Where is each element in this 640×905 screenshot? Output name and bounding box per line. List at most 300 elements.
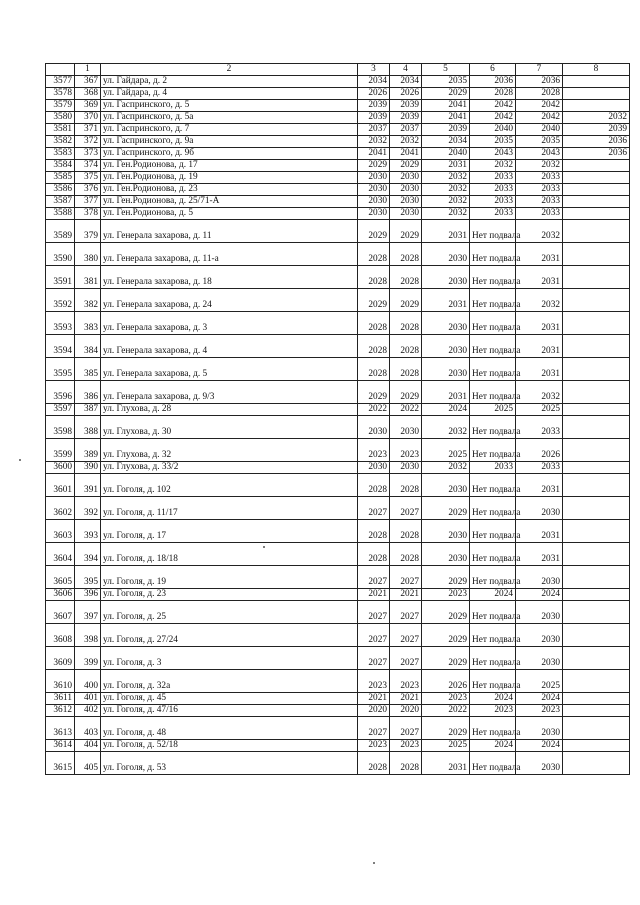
item-id-cell: 392 [75,497,101,520]
table-row [46,670,630,693]
item-id-cell: 397 [75,601,101,624]
table-row [46,752,630,775]
col8-cell [563,717,630,740]
col6-cell: 2035 [470,136,516,148]
col8-cell [563,358,630,381]
item-id-cell: 402 [75,705,101,717]
item-id-cell: 386 [75,381,101,404]
col8-cell [563,266,630,289]
address-cell: ул. Ген.Родионова, д. 19 [101,172,358,184]
col6-cell: Нет подвала [470,220,516,243]
table-row [46,520,630,543]
item-id-cell: 382 [75,289,101,312]
col5-cell: 2030 [422,312,470,335]
col5-cell: 2030 [422,243,470,266]
item-id-cell: 400 [75,670,101,693]
col3-cell: 2023 [358,740,390,752]
col4-cell: 2028 [390,520,422,543]
address-cell: ул. Глухова, д. 33/2 [101,462,358,474]
col3-cell: 2028 [358,752,390,775]
col6-cell: 2025 [470,404,516,416]
col6-cell: Нет подвала [470,381,516,404]
col7-cell: 2031 [516,335,563,358]
col4-cell: 2027 [390,601,422,624]
col3-cell: 2022 [358,404,390,416]
col7-cell: 2028 [516,88,563,100]
col3-cell: 2030 [358,208,390,220]
col4-cell: 2021 [390,589,422,601]
address-cell: ул. Гоголя, д. 18/18 [101,543,358,566]
item-id-cell: 377 [75,196,101,208]
col3-cell: 2027 [358,717,390,740]
table-row [46,100,630,112]
address-cell: ул. Генерала захарова, д. 11-а [101,243,358,266]
col4-cell: 2028 [390,752,422,775]
item-id-cell: 401 [75,693,101,705]
col7-cell: 2026 [516,439,563,462]
row-number-cell: 3612 [46,705,75,717]
item-id-cell: 396 [75,589,101,601]
col3-cell: 2028 [358,335,390,358]
address-cell: ул. Гаспринского, д. 5 [101,100,358,112]
header-row [46,64,630,76]
item-id-cell: 369 [75,100,101,112]
table-row [46,624,630,647]
col7-cell: 2031 [516,358,563,381]
address-cell: ул. Гоголя, д. 17 [101,520,358,543]
col5-cell: 2030 [422,266,470,289]
col5-cell: 2025 [422,740,470,752]
col7-cell: 2024 [516,693,563,705]
col7-cell: 2043 [516,148,563,160]
col4-cell: 2027 [390,497,422,520]
col7-cell: 2042 [516,100,563,112]
col5-cell: 2030 [422,335,470,358]
table-row [46,220,630,243]
col3-cell: 2026 [358,88,390,100]
col5-cell: 2032 [422,208,470,220]
col7-cell: 2032 [516,220,563,243]
column-header: 2 [101,64,358,76]
col4-cell: 2028 [390,474,422,497]
item-id-cell: 376 [75,184,101,196]
table-row [46,266,630,289]
row-number-cell: 3582 [46,136,75,148]
address-cell: ул. Гаспринского, д. 5а [101,112,358,124]
row-number-cell: 3589 [46,220,75,243]
table-row [46,124,630,136]
address-cell: ул. Гоголя, д. 52/18 [101,740,358,752]
table-row [46,462,630,474]
col6-cell: 2024 [470,693,516,705]
housing-schedule-table [45,63,630,775]
col7-cell: 2042 [516,112,563,124]
col8-cell [563,243,630,266]
column-header: 6 [470,64,516,76]
col4-cell: 2030 [390,196,422,208]
col8-cell [563,647,630,670]
col8-cell [563,462,630,474]
row-number-cell: 3598 [46,416,75,439]
col4-cell: 2028 [390,335,422,358]
item-id-cell: 391 [75,474,101,497]
col8-cell [563,381,630,404]
col5-cell: 2032 [422,172,470,184]
row-number-cell: 3613 [46,717,75,740]
col4-cell: 2041 [390,148,422,160]
col5-cell: 2030 [422,543,470,566]
col4-cell: 2039 [390,112,422,124]
col5-cell: 2039 [422,124,470,136]
col6-cell: 2043 [470,148,516,160]
col3-cell: 2023 [358,439,390,462]
col4-cell: 2039 [390,100,422,112]
col3-cell: 2028 [358,266,390,289]
item-id-cell: 388 [75,416,101,439]
col8-cell [563,624,630,647]
col6-cell: Нет подвала [470,670,516,693]
col3-cell: 2041 [358,148,390,160]
item-id-cell: 404 [75,740,101,752]
col6-cell: Нет подвала [470,358,516,381]
table-row [46,497,630,520]
col4-cell: 2030 [390,462,422,474]
col7-cell: 2030 [516,752,563,775]
item-id-cell: 381 [75,266,101,289]
address-cell: ул. Гоголя, д. 27/24 [101,624,358,647]
col6-cell: 2036 [470,76,516,88]
col4-cell: 2027 [390,624,422,647]
col6-cell: Нет подвала [470,266,516,289]
address-cell: ул. Генерала захарова, д. 3 [101,312,358,335]
col4-cell: 2030 [390,184,422,196]
address-cell: ул. Гоголя, д. 48 [101,717,358,740]
row-number-cell: 3608 [46,624,75,647]
col8-cell [563,196,630,208]
table-row [46,589,630,601]
col3-cell: 2030 [358,184,390,196]
col4-cell: 2027 [390,566,422,589]
table-row [46,717,630,740]
col3-cell: 2030 [358,462,390,474]
table-row [46,358,630,381]
col4-cell: 2028 [390,243,422,266]
col6-cell: Нет подвала [470,439,516,462]
col4-cell: 2034 [390,76,422,88]
col3-cell: 2032 [358,136,390,148]
col6-cell: Нет подвала [470,497,516,520]
address-cell: ул. Гоголя, д. 3 [101,647,358,670]
col4-cell: 2030 [390,172,422,184]
col8-cell [563,208,630,220]
col6-cell: 2033 [470,184,516,196]
row-number-cell: 3603 [46,520,75,543]
col8-cell [563,439,630,462]
col6-cell: 2023 [470,705,516,717]
col8-cell [563,740,630,752]
col7-cell: 2032 [516,381,563,404]
column-header [46,64,75,76]
col3-cell: 2020 [358,705,390,717]
row-number-cell: 3580 [46,112,75,124]
col4-cell: 2030 [390,416,422,439]
item-id-cell: 368 [75,88,101,100]
col6-cell: 2032 [470,160,516,172]
row-number-cell: 3596 [46,381,75,404]
col6-cell: 2042 [470,112,516,124]
col8-cell [563,88,630,100]
table-row [46,601,630,624]
col5-cell: 2029 [422,601,470,624]
row-number-cell: 3601 [46,474,75,497]
col6-cell: Нет подвала [470,243,516,266]
col7-cell: 2025 [516,404,563,416]
col5-cell: 2032 [422,184,470,196]
col8-cell [563,566,630,589]
col5-cell: 2031 [422,381,470,404]
col7-cell: 2030 [516,624,563,647]
col5-cell: 2032 [422,462,470,474]
col8-cell [563,100,630,112]
col5-cell: 2032 [422,416,470,439]
row-number-cell: 3614 [46,740,75,752]
col8-cell [563,497,630,520]
address-cell: ул. Гоголя, д. 11/17 [101,497,358,520]
item-id-cell: 389 [75,439,101,462]
col3-cell: 2021 [358,589,390,601]
col5-cell: 2030 [422,358,470,381]
col6-cell: Нет подвала [470,601,516,624]
col8-cell [563,172,630,184]
col3-cell: 2039 [358,100,390,112]
col4-cell: 2029 [390,381,422,404]
col4-cell: 2029 [390,160,422,172]
item-id-cell: 384 [75,335,101,358]
col8-cell [563,670,630,693]
row-number-cell: 3592 [46,289,75,312]
address-cell: ул. Генерала захарова, д. 11 [101,220,358,243]
col7-cell: 2033 [516,184,563,196]
col5-cell: 2031 [422,160,470,172]
col3-cell: 2027 [358,497,390,520]
table-row [46,172,630,184]
col3-cell: 2027 [358,647,390,670]
row-number-cell: 3602 [46,497,75,520]
col3-cell: 2034 [358,76,390,88]
row-number-cell: 3600 [46,462,75,474]
col8-cell [563,474,630,497]
row-number-cell: 3577 [46,76,75,88]
row-number-cell: 3584 [46,160,75,172]
table-row [46,88,630,100]
column-header: 3 [358,64,390,76]
col6-cell: Нет подвала [470,289,516,312]
col4-cell: 2023 [390,670,422,693]
row-number-cell: 3587 [46,196,75,208]
col3-cell: 2027 [358,601,390,624]
col6-cell: 2024 [470,589,516,601]
col3-cell: 2030 [358,196,390,208]
row-number-cell: 3585 [46,172,75,184]
row-number-cell: 3607 [46,601,75,624]
col6-cell: 2033 [470,172,516,184]
col7-cell: 2025 [516,670,563,693]
col8-cell [563,693,630,705]
col5-cell: 2029 [422,88,470,100]
col5-cell: 2024 [422,404,470,416]
item-id-cell: 371 [75,124,101,136]
row-number-cell: 3581 [46,124,75,136]
col3-cell: 2030 [358,416,390,439]
table-row [46,148,630,160]
address-cell: ул. Ген.Родионова, д. 25/71-А [101,196,358,208]
row-number-cell: 3597 [46,404,75,416]
col7-cell: 2032 [516,289,563,312]
table-row [46,312,630,335]
col3-cell: 2028 [358,358,390,381]
address-cell: ул. Ген.Родионова, д. 5 [101,208,358,220]
col7-cell: 2024 [516,740,563,752]
col4-cell: 2028 [390,543,422,566]
col5-cell: 2032 [422,196,470,208]
table-row [46,160,630,172]
item-id-cell: 394 [75,543,101,566]
column-header: 5 [422,64,470,76]
row-number-cell: 3593 [46,312,75,335]
row-number-cell: 3606 [46,589,75,601]
row-number-cell: 3588 [46,208,75,220]
address-cell: ул. Гаспринского, д. 9б [101,148,358,160]
col4-cell: 2030 [390,208,422,220]
col3-cell: 2027 [358,566,390,589]
table-row [46,705,630,717]
item-id-cell: 372 [75,136,101,148]
address-cell: ул. Гаспринского, д. 9а [101,136,358,148]
col8-cell: 2032 [563,112,630,124]
col4-cell: 2020 [390,705,422,717]
item-id-cell: 398 [75,624,101,647]
col5-cell: 2026 [422,670,470,693]
col7-cell: 2032 [516,160,563,172]
table-row [46,208,630,220]
col5-cell: 2023 [422,693,470,705]
address-cell: ул. Гоголя, д. 53 [101,752,358,775]
col7-cell: 2031 [516,243,563,266]
col5-cell: 2023 [422,589,470,601]
address-cell: ул. Гоголя, д. 23 [101,589,358,601]
address-cell: ул. Генерала захарова, д. 24 [101,289,358,312]
col8-cell: 2039 [563,124,630,136]
col5-cell: 2030 [422,474,470,497]
col8-cell [563,184,630,196]
column-header: 1 [75,64,101,76]
row-number-cell: 3591 [46,266,75,289]
col4-cell: 2023 [390,439,422,462]
col5-cell: 2030 [422,520,470,543]
col8-cell: 2036 [563,136,630,148]
table-row [46,112,630,124]
address-cell: ул. Гаспринского, д. 7 [101,124,358,136]
address-cell: ул. Гоголя, д. 45 [101,693,358,705]
address-cell: ул. Генерала захарова, д. 9/3 [101,381,358,404]
col7-cell: 2031 [516,312,563,335]
col4-cell: 2021 [390,693,422,705]
item-id-cell: 395 [75,566,101,589]
col4-cell: 2022 [390,404,422,416]
col7-cell: 2030 [516,601,563,624]
col3-cell: 2029 [358,220,390,243]
col3-cell: 2028 [358,243,390,266]
address-cell: ул. Генерала захарова, д. 5 [101,358,358,381]
col5-cell: 2029 [422,624,470,647]
col6-cell: Нет подвала [470,543,516,566]
col7-cell: 2023 [516,705,563,717]
col5-cell: 2022 [422,705,470,717]
col7-cell: 2040 [516,124,563,136]
item-id-cell: 390 [75,462,101,474]
row-number-cell: 3611 [46,693,75,705]
row-number-cell: 3605 [46,566,75,589]
col6-cell: Нет подвала [470,717,516,740]
col4-cell: 2026 [390,88,422,100]
table-row [46,647,630,670]
col8-cell [563,220,630,243]
col3-cell: 2028 [358,312,390,335]
col5-cell: 2031 [422,220,470,243]
col4-cell: 2028 [390,266,422,289]
col8-cell [563,289,630,312]
col8-cell [563,589,630,601]
row-number-cell: 3609 [46,647,75,670]
col4-cell: 2027 [390,647,422,670]
col7-cell: 2030 [516,717,563,740]
table-row [46,289,630,312]
address-cell: ул. Ген.Родионова, д. 17 [101,160,358,172]
address-cell: ул. Гоголя, д. 32а [101,670,358,693]
col3-cell: 2028 [358,543,390,566]
col4-cell: 2029 [390,220,422,243]
address-cell: ул. Глухова, д. 30 [101,416,358,439]
table-row [46,76,630,88]
table-row [46,566,630,589]
scan-speck [373,862,375,864]
col7-cell: 2033 [516,416,563,439]
col3-cell: 2029 [358,289,390,312]
col6-cell: 2040 [470,124,516,136]
col5-cell: 2040 [422,148,470,160]
address-cell: ул. Гоголя, д. 47/16 [101,705,358,717]
item-id-cell: 399 [75,647,101,670]
item-id-cell: 403 [75,717,101,740]
col5-cell: 2029 [422,717,470,740]
col6-cell: Нет подвала [470,416,516,439]
column-header: 4 [390,64,422,76]
table-row [46,543,630,566]
col4-cell: 2028 [390,312,422,335]
col6-cell: Нет подвала [470,566,516,589]
col4-cell: 2029 [390,289,422,312]
table-row [46,439,630,462]
col4-cell: 2023 [390,740,422,752]
col7-cell: 2030 [516,647,563,670]
address-cell: ул. Гоголя, д. 102 [101,474,358,497]
item-id-cell: 380 [75,243,101,266]
col7-cell: 2033 [516,462,563,474]
col7-cell: 2031 [516,474,563,497]
col5-cell: 2029 [422,566,470,589]
col7-cell: 2030 [516,566,563,589]
address-cell: ул. Гоголя, д. 25 [101,601,358,624]
